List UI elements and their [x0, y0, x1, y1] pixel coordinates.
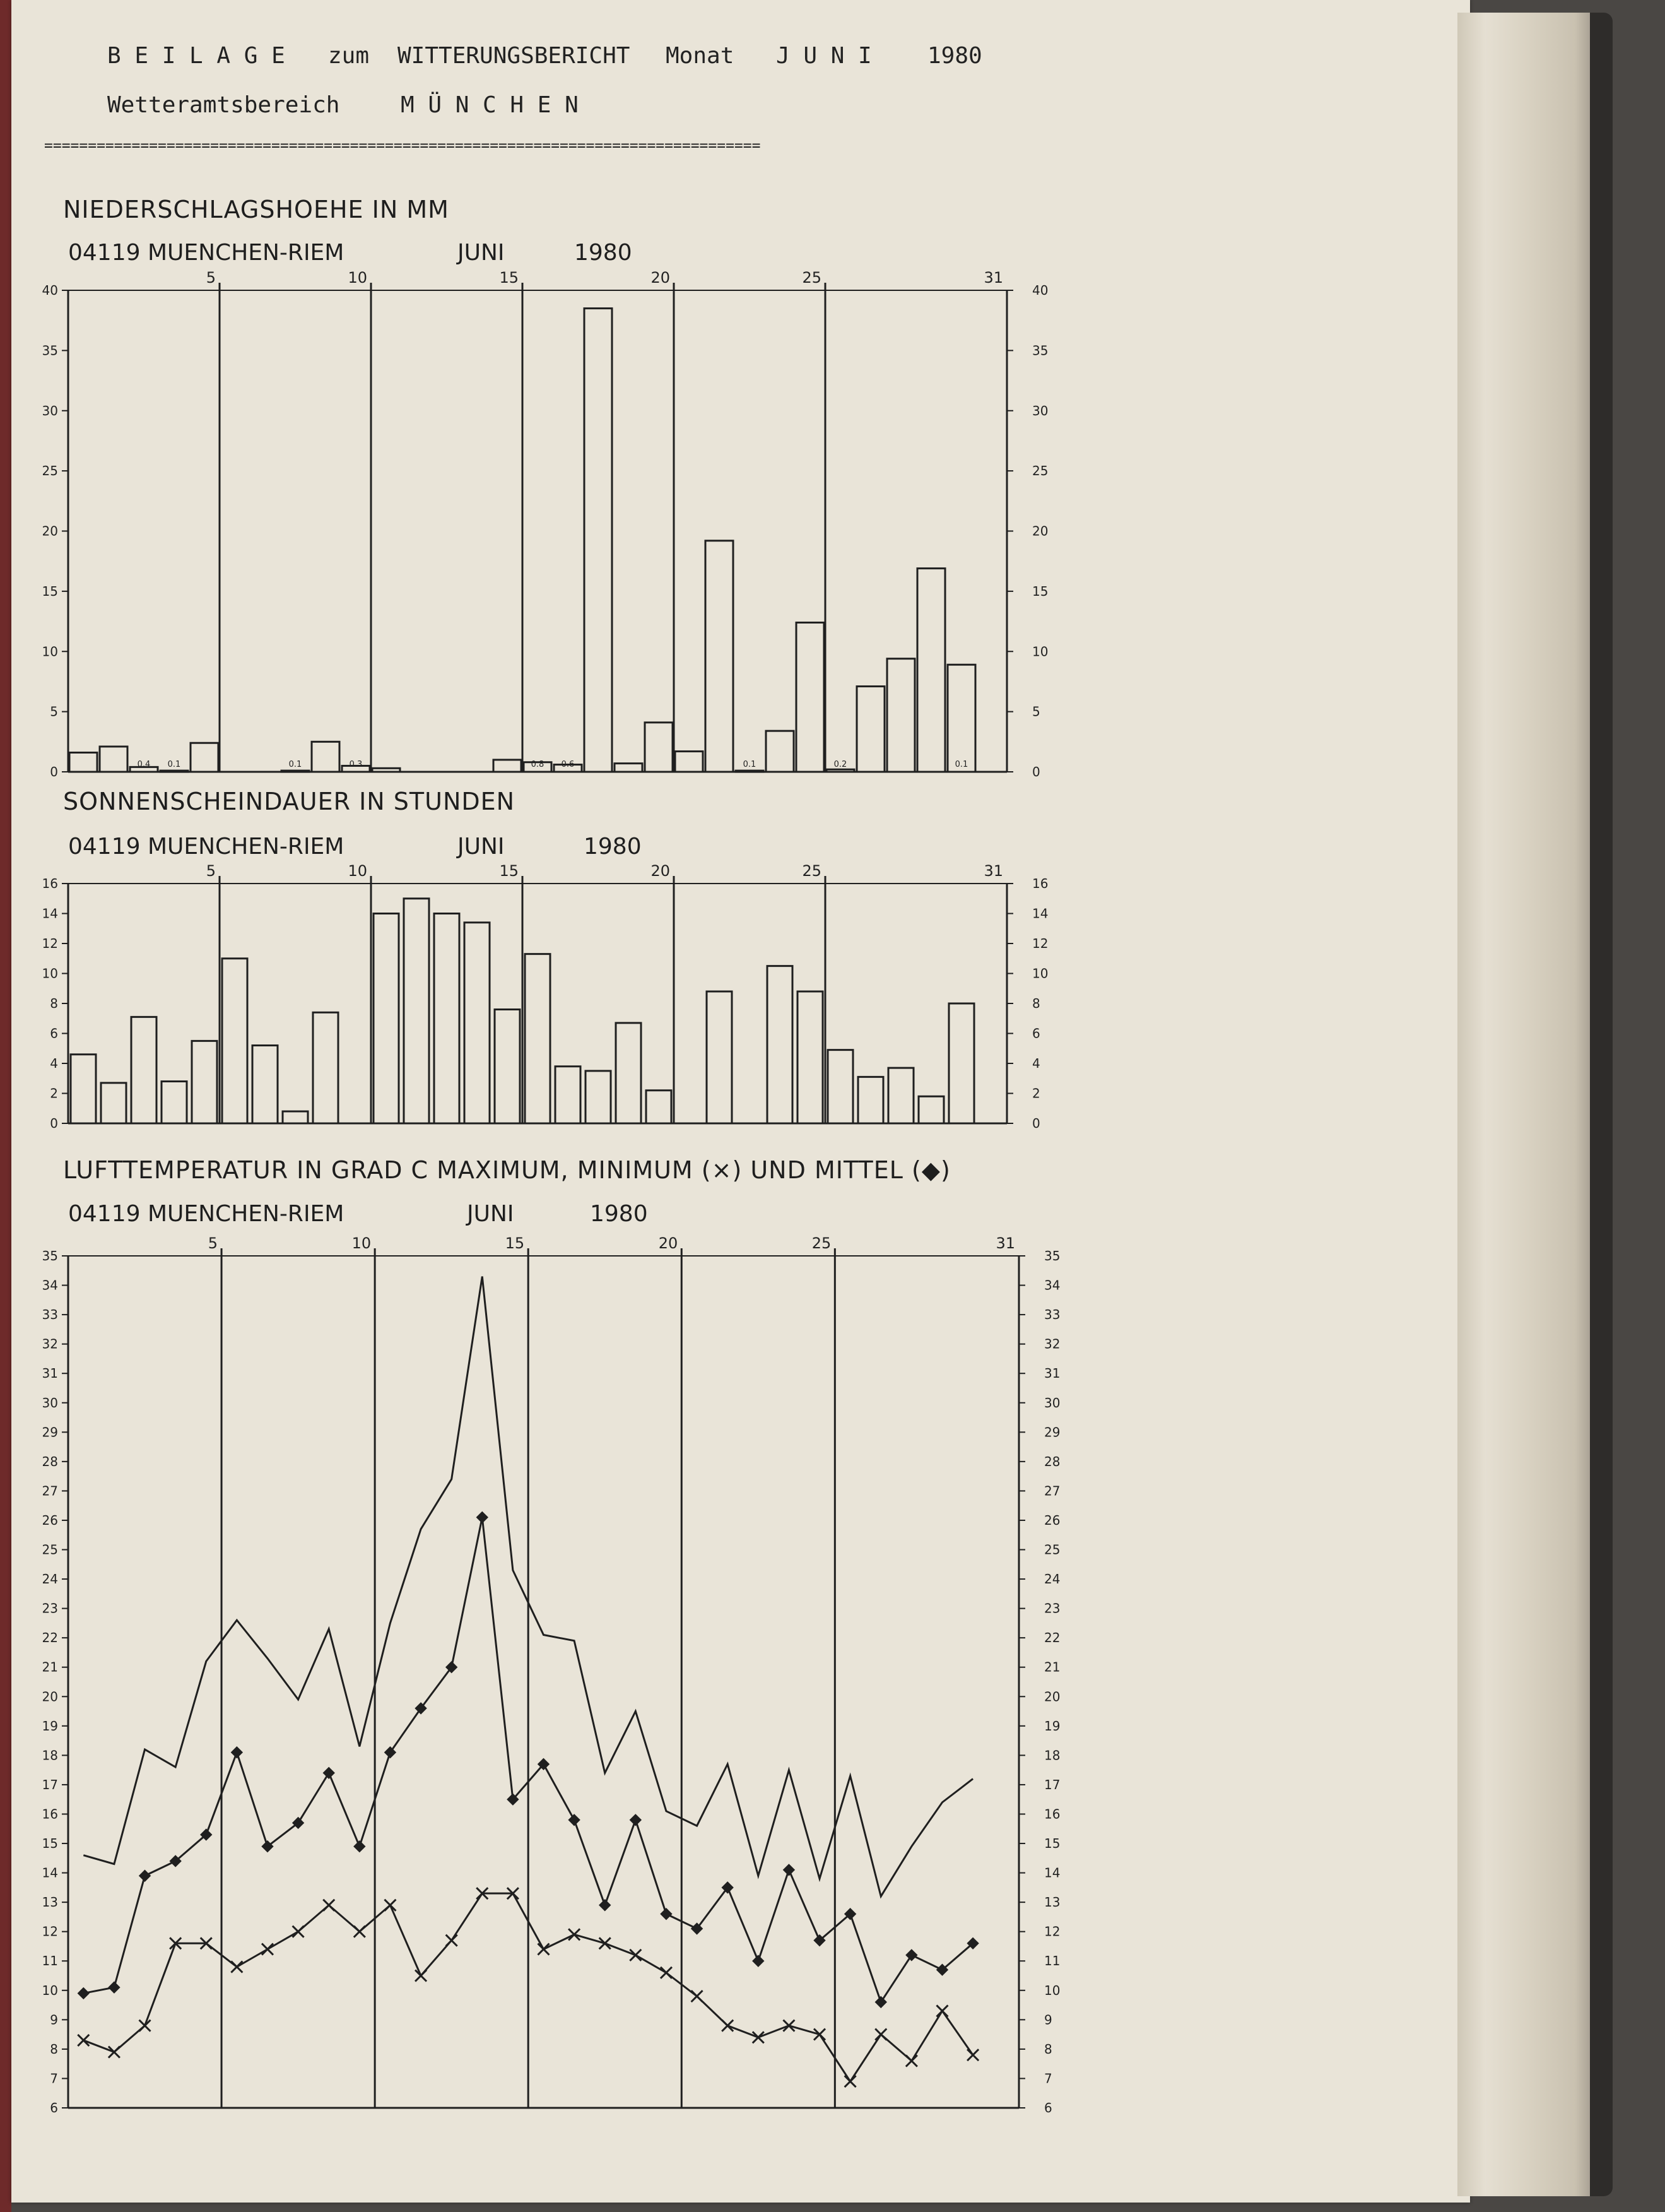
y-tick-label-right: 15: [1044, 1836, 1061, 1852]
y-tick-label-left: 23: [42, 1600, 58, 1616]
bar-day-25: [797, 991, 823, 1123]
bar-day-22: [707, 991, 732, 1123]
minimum-marker-day-19: [630, 1949, 641, 1961]
minimum-marker-day-29: [936, 2005, 948, 2016]
y-tick-label-left: 14: [42, 906, 58, 921]
minimum-marker-day-24: [783, 2020, 794, 2032]
mean-marker-day-23: [753, 1955, 764, 1967]
header-separator: ==================================================================================: [44, 138, 761, 154]
y-tick-label-left: 12: [42, 1924, 58, 1939]
y-tick-label-right: 11: [1044, 1953, 1061, 1969]
y-tick-label-right: 26: [1044, 1512, 1061, 1528]
bar-day-28: [888, 1068, 914, 1123]
bar-day-19: [616, 1023, 641, 1123]
y-tick-label-left: 40: [42, 283, 58, 298]
minimum-marker-day-25: [814, 2029, 825, 2040]
bar-day-28: [887, 659, 915, 772]
mean-marker-day-3: [139, 1870, 151, 1881]
y-tick-label-left: 19: [42, 1718, 58, 1734]
minimum-marker-day-23: [753, 2032, 764, 2043]
bar-day-4: [162, 1082, 187, 1124]
y-tick-label-left: 5: [50, 704, 58, 719]
bar-day-3: [131, 1017, 156, 1123]
day-label-10: 10: [348, 269, 367, 287]
y-tick-label-right: 28: [1044, 1453, 1061, 1469]
mean-marker-day-9: [323, 1767, 334, 1778]
minimum-marker-day-30: [967, 2049, 979, 2061]
bar-day-14: [464, 923, 490, 1123]
y-tick-label-right: 30: [1032, 403, 1049, 418]
mean-marker-day-11: [384, 1747, 396, 1758]
bar-day-4: [160, 771, 188, 772]
y-tick-label-left: 31: [42, 1366, 58, 1381]
temperature-month: JUNI: [467, 1201, 514, 1227]
y-tick-label-left: 0: [50, 764, 58, 779]
y-tick-label-left: 13: [42, 1895, 58, 1910]
bar-value-label-day-3: 0.4: [137, 760, 151, 769]
bar-day-29: [917, 569, 945, 772]
y-tick-label-left: 29: [42, 1424, 58, 1440]
y-tick-label-right: 15: [1032, 583, 1049, 599]
precip-month: JUNI: [457, 240, 505, 266]
minimum-marker-day-7: [262, 1944, 273, 1955]
temperature-plot: [42, 1234, 1061, 2115]
day-label-20: 20: [650, 862, 670, 880]
y-tick-label-left: 6: [50, 2100, 58, 2115]
y-tick-label-left: 33: [42, 1307, 58, 1323]
y-tick-label-left: 27: [42, 1483, 58, 1499]
minimum-marker-day-9: [323, 1900, 334, 1911]
mean-marker-day-27: [875, 1996, 886, 2008]
bar-day-1: [71, 1055, 96, 1123]
minimum-marker-day-8: [293, 1926, 304, 1937]
day-label-25: 25: [802, 269, 821, 287]
y-tick-label-left: 26: [42, 1512, 58, 1528]
minimum-marker-day-10: [354, 1926, 365, 1937]
y-tick-label-right: 6: [1032, 1026, 1040, 1041]
bar-day-18: [584, 309, 612, 772]
y-tick-label-left: 30: [42, 1395, 58, 1411]
y-tick-label-right: 0: [1032, 1116, 1040, 1131]
y-tick-label-left: 17: [42, 1777, 58, 1792]
mean-marker-day-14: [476, 1511, 488, 1523]
bar-day-5: [192, 1041, 217, 1123]
y-tick-label-left: 20: [42, 1689, 58, 1705]
bar-day-21: [675, 752, 703, 772]
y-tick-label-right: 10: [1032, 644, 1049, 659]
minimum-marker-day-12: [415, 1970, 427, 1982]
day-label-5: 5: [206, 269, 216, 287]
header-witterungsbericht: WITTERUNGSBERICHT: [397, 43, 630, 69]
y-tick-label-right: 35: [1032, 343, 1049, 358]
bar-day-23: [736, 771, 763, 772]
bar-day-24: [766, 731, 794, 772]
minimum-marker-day-6: [231, 1961, 242, 1973]
y-tick-label-left: 25: [42, 463, 58, 479]
bar-day-11: [374, 914, 399, 1124]
mean-marker-day-1: [78, 1987, 89, 1999]
y-tick-label-left: 10: [42, 966, 58, 981]
sunshine-month: JUNI: [457, 834, 505, 860]
header-wetteramtsbereich: Wetteramtsbereich: [107, 92, 340, 118]
sunshine-plot: [42, 862, 1049, 1131]
y-tick-label-right: 4: [1032, 1056, 1040, 1071]
minimum-marker-day-27: [875, 2029, 886, 2040]
y-tick-label-right: 25: [1044, 1542, 1061, 1558]
bar-day-20: [645, 723, 673, 772]
y-tick-label-right: 13: [1044, 1895, 1061, 1910]
y-tick-label-left: 34: [42, 1277, 58, 1293]
y-tick-label-right: 20: [1044, 1689, 1061, 1705]
y-tick-label-right: 19: [1044, 1718, 1061, 1734]
y-tick-label-left: 10: [42, 1982, 58, 1998]
y-tick-label-left: 14: [42, 1865, 58, 1881]
y-tick-label-right: 8: [1044, 2041, 1052, 2057]
bar-day-2: [101, 1083, 126, 1123]
day-label-20: 20: [650, 269, 670, 287]
precip-plot: [42, 269, 1049, 779]
y-tick-label-right: 20: [1032, 523, 1049, 539]
y-tick-label-left: 10: [42, 644, 58, 659]
y-tick-label-left: 25: [42, 1542, 58, 1558]
day-label-10: 10: [348, 862, 367, 880]
y-tick-label-right: 32: [1044, 1336, 1061, 1352]
y-tick-label-left: 0: [50, 1116, 58, 1131]
y-tick-label-right: 30: [1044, 1395, 1061, 1411]
y-tick-label-left: 11: [42, 1953, 58, 1969]
y-tick-label-right: 10: [1044, 1982, 1061, 1998]
precip-year: 1980: [574, 240, 632, 266]
bar-day-29: [919, 1096, 944, 1123]
y-tick-label-left: 24: [42, 1571, 58, 1587]
sunshine-chart: [42, 788, 1049, 1131]
mean-marker-day-20: [661, 1908, 672, 1920]
day-label-20: 20: [658, 1234, 678, 1252]
y-tick-label-left: 2: [50, 1085, 58, 1101]
y-tick-label-left: 6: [50, 1026, 58, 1041]
temperature-chart: [42, 1156, 1061, 2115]
bar-day-11: [372, 768, 400, 772]
y-tick-label-left: 9: [50, 2012, 58, 2028]
minimum-marker-day-26: [845, 2076, 856, 2087]
bar-day-27: [858, 1077, 883, 1123]
y-tick-label-right: 31: [1044, 1366, 1061, 1381]
y-tick-label-right: 25: [1032, 463, 1049, 479]
bar-value-label-day-4: 0.1: [167, 760, 181, 769]
y-tick-label-right: 16: [1032, 876, 1049, 891]
bar-day-15: [495, 1010, 520, 1124]
bar-day-8: [281, 771, 309, 772]
y-tick-label-left: 15: [42, 583, 58, 599]
minimum-marker-day-16: [538, 1944, 550, 1955]
day-label-15: 15: [499, 862, 519, 880]
bar-day-30: [949, 1003, 974, 1123]
day-label-10: 10: [351, 1234, 372, 1252]
sunshine-year: 1980: [584, 834, 642, 860]
bar-day-15: [493, 760, 521, 772]
temperature-year: 1980: [590, 1201, 648, 1227]
bar-day-7: [252, 1046, 278, 1124]
header-beilage: B E I L A G E: [107, 43, 285, 69]
y-tick-label-left: 7: [50, 2071, 58, 2086]
y-tick-label-right: 9: [1044, 2012, 1052, 2028]
bar-value-label-day-17: 0.6: [561, 760, 575, 769]
day-label-31: 31: [996, 1234, 1015, 1252]
bar-value-label-day-16: 0.8: [531, 760, 544, 769]
y-tick-label-left: 20: [42, 523, 58, 539]
day-label-31: 31: [984, 269, 1003, 287]
bar-day-20: [646, 1091, 671, 1123]
sunshine-chart-title: SONNENSCHEINDAUER IN STUNDEN: [63, 788, 515, 815]
bar-day-26: [828, 1050, 853, 1123]
y-tick-label-left: 30: [42, 403, 58, 418]
bar-day-5: [191, 743, 218, 772]
y-tick-label-right: 23: [1044, 1600, 1061, 1616]
minimum-marker-day-13: [446, 1935, 457, 1946]
mean-marker-day-28: [906, 1949, 917, 1961]
header-city: M Ü N C H E N: [401, 92, 579, 118]
precip-station: 04119 MUENCHEN-RIEM: [68, 240, 344, 266]
y-tick-label-right: 2: [1032, 1085, 1040, 1101]
y-tick-label-left: 15: [42, 1836, 58, 1852]
bar-day-19: [615, 764, 642, 772]
bar-value-label-day-30: 0.1: [955, 760, 968, 769]
bar-value-label-day-10: 0.3: [349, 760, 363, 769]
day-label-5: 5: [208, 1234, 218, 1252]
y-tick-label-right: 5: [1032, 704, 1040, 719]
mean-marker-day-10: [354, 1841, 365, 1852]
bar-day-9: [313, 1012, 338, 1123]
bar-day-27: [857, 687, 885, 772]
mean-marker-day-2: [109, 1982, 120, 1993]
mean-marker-day-19: [630, 1814, 641, 1826]
y-tick-label-right: 33: [1044, 1307, 1061, 1323]
minimum-marker-day-1: [78, 2035, 89, 2046]
bar-day-1: [69, 752, 97, 772]
y-tick-label-left: 4: [50, 1056, 58, 1071]
day-label-25: 25: [802, 862, 821, 880]
y-tick-label-right: 7: [1044, 2071, 1052, 2086]
y-tick-label-right: 0: [1032, 764, 1040, 779]
y-tick-label-left: 32: [42, 1336, 58, 1352]
bar-day-12: [404, 899, 429, 1123]
y-tick-label-left: 22: [42, 1630, 58, 1646]
minimum-marker-day-17: [568, 1929, 580, 1940]
header-year: 1980: [927, 43, 982, 69]
minimum-marker-day-28: [906, 2055, 917, 2067]
header-zum: zum: [328, 43, 370, 69]
y-tick-label-right: 6: [1044, 2100, 1052, 2115]
bar-value-label-day-8: 0.1: [288, 760, 302, 769]
report-header: [44, 43, 982, 154]
y-tick-label-right: 12: [1032, 936, 1049, 951]
y-tick-label-left: 35: [42, 1248, 58, 1263]
y-tick-label-right: 12: [1044, 1924, 1061, 1939]
y-tick-label-right: 10: [1032, 966, 1049, 981]
bar-day-25: [796, 622, 824, 772]
bar-day-9: [312, 742, 339, 772]
minimum-marker-day-2: [109, 2047, 120, 2058]
minimum-marker-day-11: [384, 1900, 396, 1911]
precip-chart-title: NIEDERSCHLAGSHOEHE IN MM: [63, 196, 449, 223]
mean-marker-day-6: [231, 1747, 242, 1758]
bar-day-24: [767, 966, 792, 1123]
y-tick-label-left: 8: [50, 996, 58, 1011]
header-month: J U N I: [776, 43, 872, 69]
y-tick-label-left: 8: [50, 2041, 58, 2057]
y-tick-label-right: 21: [1044, 1659, 1061, 1675]
y-tick-label-right: 8: [1032, 996, 1040, 1011]
y-tick-label-right: 14: [1044, 1865, 1061, 1881]
y-tick-label-left: 28: [42, 1453, 58, 1469]
y-tick-label-left: 12: [42, 936, 58, 951]
precipitation-chart: [42, 196, 1049, 779]
header-monat: Monat: [666, 43, 734, 69]
minimum-marker-day-21: [691, 1990, 703, 2002]
y-tick-label-right: 16: [1044, 1806, 1061, 1822]
day-label-5: 5: [206, 862, 216, 880]
y-tick-label-left: 16: [42, 1806, 58, 1822]
bar-day-17: [555, 1067, 580, 1123]
y-tick-label-right: 24: [1044, 1571, 1061, 1587]
temperature-station: 04119 MUENCHEN-RIEM: [68, 1201, 344, 1227]
bar-day-13: [434, 914, 459, 1124]
y-tick-label-right: 40: [1032, 283, 1049, 298]
bar-day-30: [948, 665, 975, 772]
day-label-15: 15: [499, 269, 519, 287]
bar-day-22: [705, 541, 733, 772]
day-label-31: 31: [984, 862, 1003, 880]
day-label-25: 25: [811, 1234, 832, 1252]
day-label-15: 15: [505, 1234, 525, 1252]
y-tick-label-right: 27: [1044, 1483, 1061, 1499]
bar-day-6: [222, 959, 247, 1123]
bar-day-18: [585, 1071, 611, 1123]
y-tick-label-right: 17: [1044, 1777, 1061, 1792]
minimum-marker-day-3: [139, 2020, 151, 2032]
y-tick-label-right: 29: [1044, 1424, 1061, 1440]
y-tick-label-right: 35: [1044, 1248, 1061, 1263]
bar-day-16: [525, 954, 550, 1123]
mean-marker-day-17: [568, 1814, 580, 1826]
sunshine-station: 04119 MUENCHEN-RIEM: [68, 834, 344, 860]
y-tick-label-left: 18: [42, 1748, 58, 1763]
y-tick-label-right: 34: [1044, 1277, 1061, 1293]
mean-marker-day-24: [783, 1864, 794, 1876]
y-tick-label-right: 14: [1032, 906, 1049, 921]
y-tick-label-left: 16: [42, 876, 58, 891]
bar-day-8: [283, 1111, 308, 1123]
bar-day-26: [827, 769, 854, 772]
minimum-marker-day-18: [599, 1937, 611, 1949]
bar-value-label-day-23: 0.1: [743, 760, 756, 769]
bar-value-label-day-26: 0.2: [833, 760, 847, 769]
y-tick-label-left: 35: [42, 343, 58, 358]
minimum-marker-day-20: [661, 1967, 672, 1978]
minimum-marker-day-22: [722, 2020, 733, 2032]
y-tick-label-right: 18: [1044, 1748, 1061, 1763]
bar-day-2: [100, 747, 127, 772]
y-tick-label-right: 22: [1044, 1630, 1061, 1646]
mean-marker-day-18: [599, 1900, 611, 1911]
temperature-chart-title: LUFTTEMPERATUR IN GRAD C MAXIMUM, MINIMUM (×) UND MITTEL (◆): [63, 1156, 951, 1184]
y-tick-label-left: 21: [42, 1659, 58, 1675]
